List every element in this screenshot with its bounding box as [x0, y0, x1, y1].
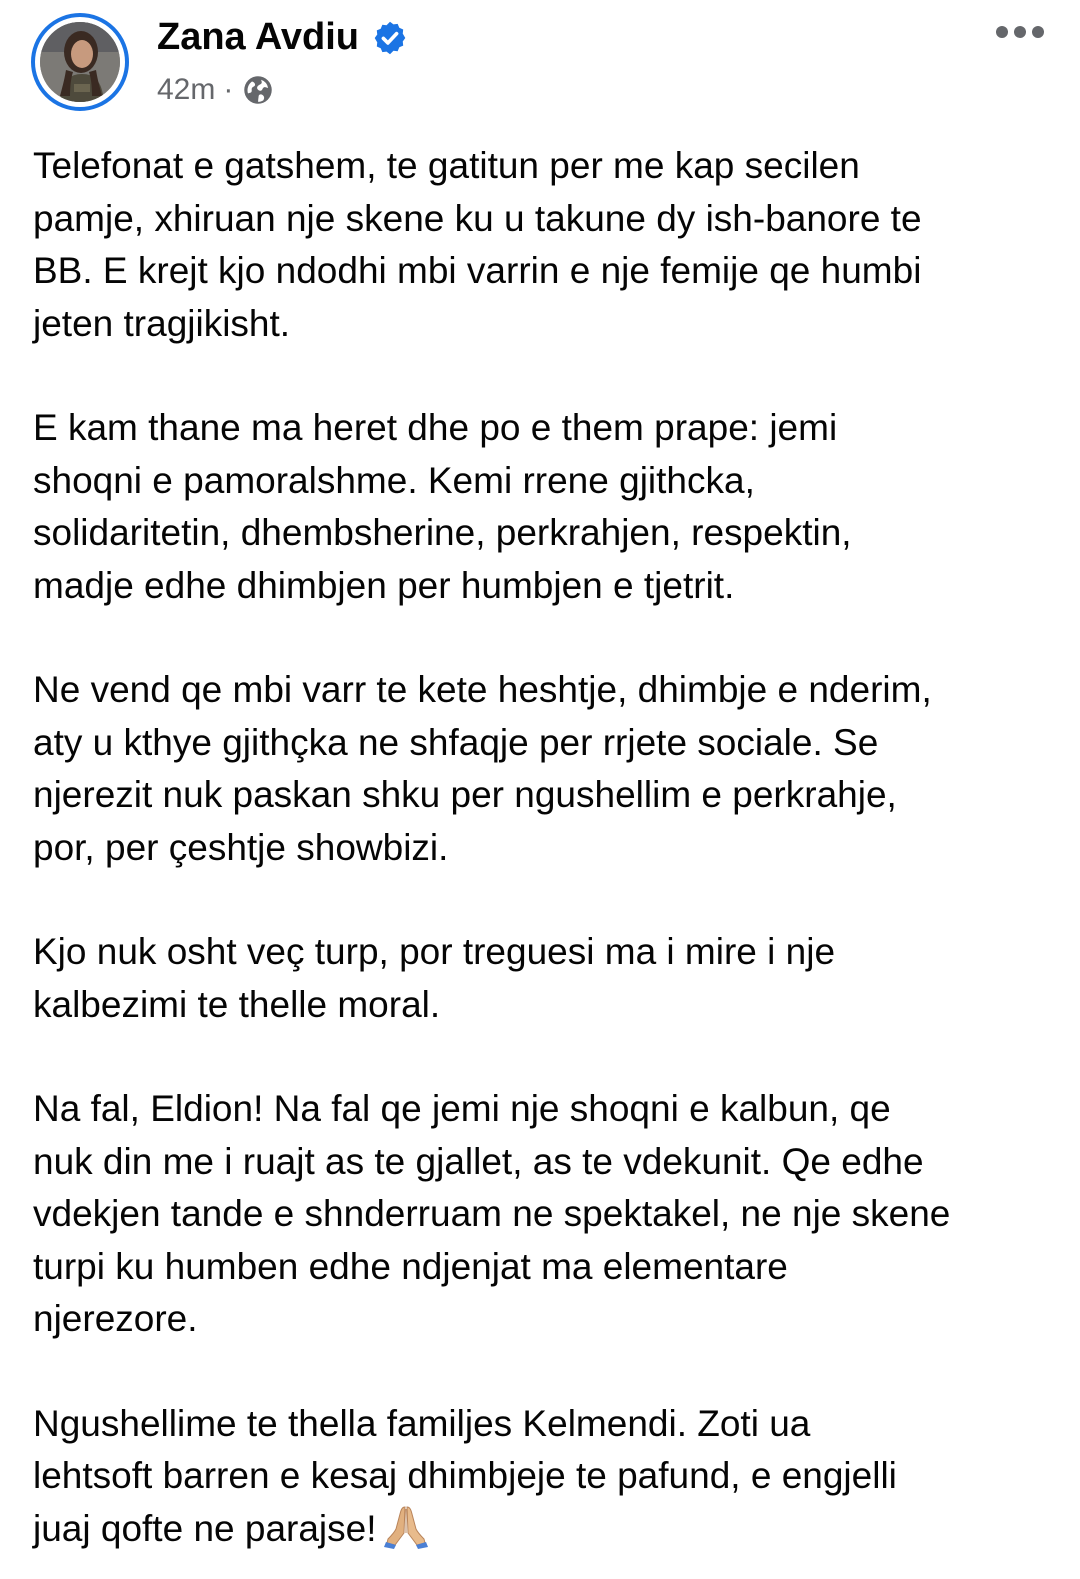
- post-paragraph-6-text: Ngushellime te thella familjes Kelmendi. Zoti ua lehtsoft barren e kesaj dhimbjeje te pafund, e engjelli juaj qofte ne parajse!: [33, 1402, 897, 1549]
- verified-badge-icon: [372, 20, 408, 56]
- post-header: [0, 0, 1080, 130]
- globe-icon[interactable]: [243, 75, 273, 105]
- post-paragraph-5: Na fal, Eldion! Na fal qe jemi nje shoqni e kalbun, qe nuk din me i ruajt as te gjallet, as te vdekunit. Qe edhe vdekjen tande e shnderruam ne spektakel, ne nje skene turpi ku humben edhe ndjenjat ma elementare njerezore.: [33, 1088, 951, 1339]
- post-text: [33, 140, 1063, 1555]
- post-paragraph-3: Ne vend qe mbi varr te kete heshtje, dhimbje e nderim, aty u kthye gjithçka ne shfaqje per rrjete sociale. Se njerezit nuk paskan shku per ngushellim e perkrahje, por, per çeshtje showbizi.: [33, 669, 932, 868]
- post-paragraph-4: Kjo nuk osht veç turp, por treguesi ma i mire i nje kalbezimi te thelle moral.: [33, 931, 836, 1025]
- author-name[interactable]: Zana Avdiu: [157, 16, 359, 58]
- post-paragraph-6: [33, 1398, 1063, 1556]
- post-meta: [157, 70, 273, 110]
- post-timestamp[interactable]: 42m: [157, 73, 216, 106]
- post-paragraph-1: Telefonat e gatshem, te gatitun per me kap secilen pamje, xhiruan nje skene ku u takune dy ish-banore te BB. E krejt kjo ndodhi mbi varrin e nje femije qe humbi jeten tragjikisht.: [33, 145, 922, 344]
- meta-separator: ·: [223, 73, 234, 106]
- profile-avatar-button[interactable]: [31, 13, 129, 111]
- more-options-icon[interactable]: [990, 12, 1050, 52]
- avatar: [40, 22, 120, 102]
- praying-hands-icon: [383, 1503, 429, 1549]
- profile-photo-icon: [40, 22, 120, 102]
- post-paragraph-2: E kam thane ma heret dhe po e them prape: jemi shoqni e pamoralshme. Kemi rrene gjithcka, solidaritetin, dhembsherine, perkrahjen, respektin, madje edhe dhimbjen per humbjen e tjetrit.: [33, 407, 852, 606]
